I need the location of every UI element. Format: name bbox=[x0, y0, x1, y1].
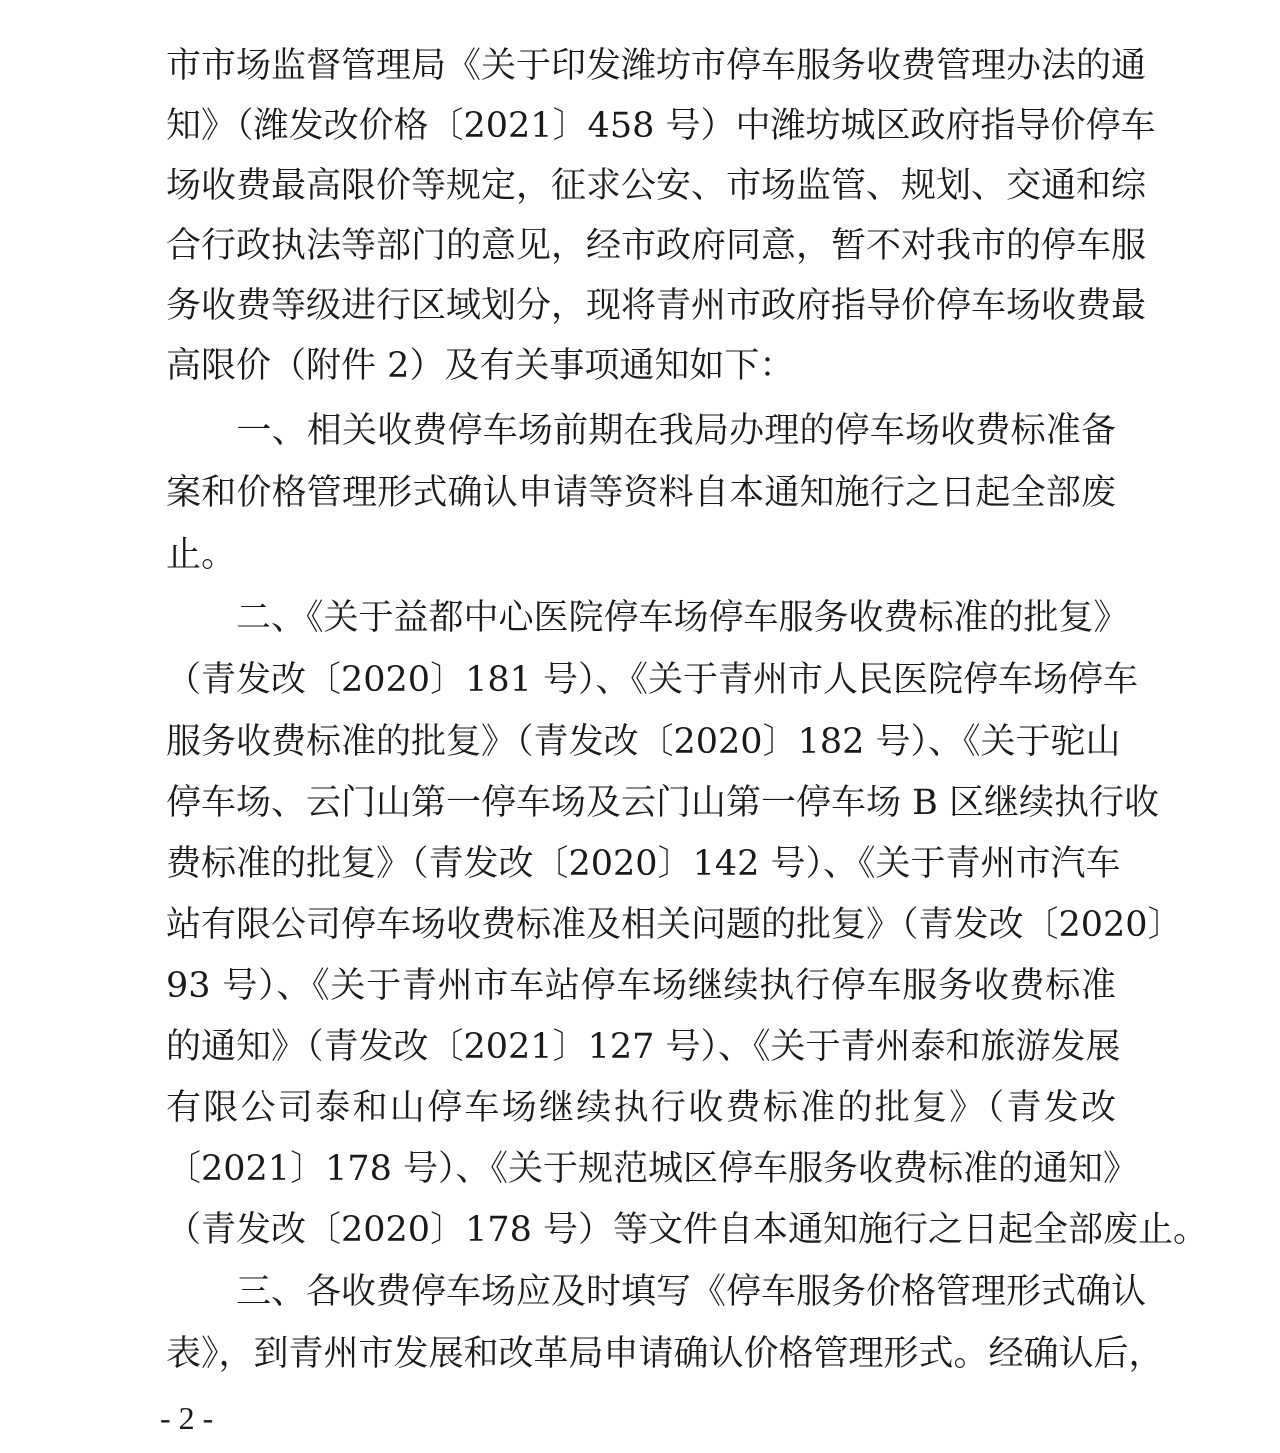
text-line-2: 知》（潍发改价格〔2021〕458 号）中潍坊城区政府指导价停车 bbox=[166, 106, 1156, 146]
text-line-10: 二、《关于益都中心医院停车场停车服务收费标准的批复》 bbox=[166, 598, 1129, 638]
text-line-13: 停车场、云门山第一停车场及云门山第一停车场 B 区继续执行收 bbox=[166, 783, 1159, 823]
text-line-18: 有限公司泰和山停车场继续执行收费标准的批复》（青发改 bbox=[166, 1088, 1116, 1128]
text-line-6: 高限价（附件 2）及有关事项通知如下： bbox=[166, 346, 795, 386]
text-line-1: 市市场监督管理局《关于印发潍坊市停车服务收费管理办法的通 bbox=[166, 46, 1147, 86]
text-line-5: 务收费等级进行区域划分，现将青州市政府指导价停车场收费最 bbox=[166, 286, 1147, 326]
text-line-21: 三、各收费停车场应及时填写《停车服务价格管理形式确认 bbox=[166, 1272, 1147, 1312]
text-line-14: 费标准的批复》（青发改〔2020〕142 号）、《关于青州市汽车 bbox=[166, 844, 1121, 884]
text-line-16: 93 号）、《关于青州市车站停车场继续执行停车服务收费标准 bbox=[166, 966, 1116, 1006]
text-line-4: 合行政执法等部门的意见，经市政府同意，暂不对我市的停车服 bbox=[166, 226, 1147, 266]
text-line-8: 案和价格管理形式确认申请等资料自本通知施行之日起全部废 bbox=[166, 473, 1116, 513]
text-line-22: 表》，到青州市发展和改革局申请确认价格管理形式。经确认后， bbox=[166, 1334, 1164, 1374]
page-number: - 2 - bbox=[160, 1400, 214, 1436]
text-line-11: （青发改〔2020〕181 号）、《关于青州市人民医院停车场停车 bbox=[166, 660, 1139, 700]
text-line-7: 一、相关收费停车场前期在我局办理的停车场收费标准备 bbox=[166, 411, 1116, 451]
text-line-15: 站有限公司停车场收费标准及相关问题的批复》（青发改〔2020〕 bbox=[166, 905, 1183, 945]
text-line-20: （青发改〔2020〕178 号）等文件自本通知施行之日起全部废止。 bbox=[166, 1210, 1209, 1250]
text-line-17: 的通知》（青发改〔2021〕127 号）、《关于青州泰和旅游发展 bbox=[166, 1027, 1121, 1067]
text-line-12: 服务收费标准的批复》（青发改〔2020〕182 号）、《关于驼山 bbox=[166, 722, 1121, 762]
text-line-19: 〔2021〕178 号）、《关于规范城区停车服务收费标准的通知》 bbox=[166, 1149, 1139, 1189]
text-line-3: 场收费最高限价等规定，征求公安、市场监管、规划、交通和综 bbox=[166, 166, 1147, 206]
text-line-9: 止。 bbox=[166, 535, 237, 575]
